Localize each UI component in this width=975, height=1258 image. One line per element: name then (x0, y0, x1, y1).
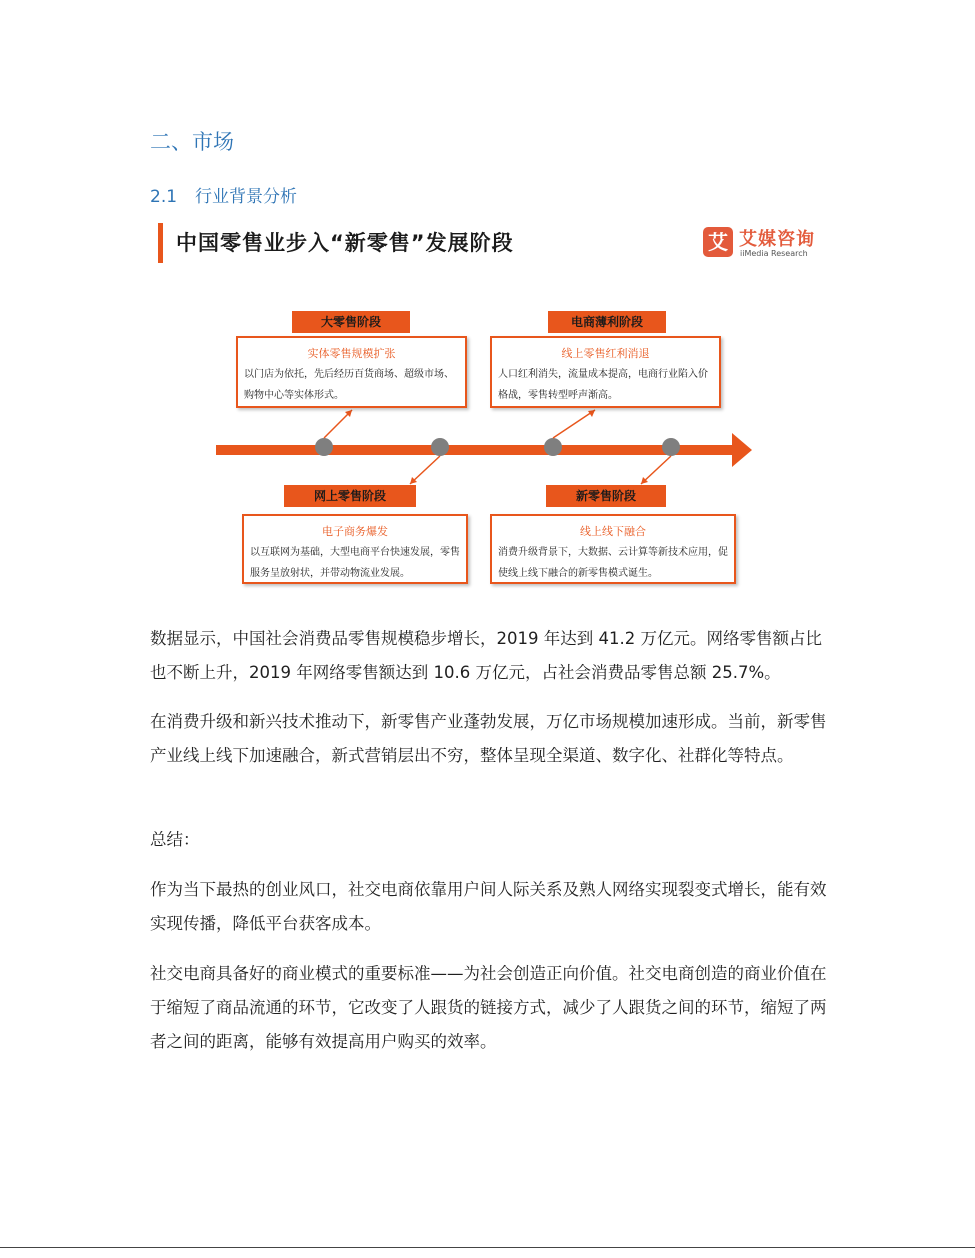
subsection-title: 行业背景分析 (195, 187, 298, 207)
stage-heading-1: 实体零售规模扩张 (307, 347, 396, 360)
stage-box-4 (490, 514, 736, 584)
milestone-dot-3 (544, 438, 562, 456)
logo-name-en: iiMedia Research (740, 249, 808, 258)
stage-desc-2: 以互联网为基础，大型电商平台快速发展，零售服务呈放射状，并带动物流业发展。 (250, 547, 460, 579)
milestone-dot-2 (431, 438, 449, 456)
paragraph-summary-label: 总结： (150, 830, 200, 849)
stage-label-4: 新零售阶段 (546, 485, 666, 507)
page-bottom-rule (0, 1247, 975, 1248)
stage-heading-2: 电子商务爆发 (322, 525, 388, 538)
stage-heading-4: 线上线下融合 (580, 525, 646, 538)
stage-box-3 (490, 336, 721, 408)
milestone-dot-1 (315, 438, 333, 456)
stage-box-1 (236, 336, 467, 408)
figure-title: 中国零售业步入“新零售”发展阶段 (176, 231, 514, 255)
logo-mark-icon: 艾 (703, 227, 733, 257)
stage-desc-4: 消费升级背景下，大数据、云计算等新技术应用，促使线上线下融合的新零售模式诞生。 (498, 547, 728, 579)
retail-stages-figure (152, 215, 827, 595)
stage-label-2: 网上零售阶段 (284, 485, 416, 507)
section-heading: 二、市场 (150, 130, 234, 154)
connector-line-3 (553, 410, 595, 438)
subsection-number: 2.1 (150, 187, 178, 207)
paragraph-business-model: 社交电商具备好的商业模式的重要标准——为社会创造正向价值。社交电商创造的商业价值在于缩短了商品流通的环节，它改变了人跟货的链接方式，减少了人跟货之间的环节，缩短了两者之间的距离，能够有效提高用户购买的效率。 (150, 964, 827, 1051)
paragraph-new-retail: 在消费升级和新兴技术推动下，新零售产业蓬勃发展，万亿市场规模加速形成。当前，新零售产业线上线下加速融合，新式营销层出不穷，整体呈现全渠道、数字化、社群化等特点。 (150, 712, 827, 765)
stage-desc-3: 人口红利消失，流量成本提高，电商行业陷入价格战，零售转型呼声渐高。 (498, 369, 708, 401)
stage-label-1: 大零售阶段 (292, 311, 410, 333)
milestone-dot-4 (662, 438, 680, 456)
logo-name-cn: 艾媒咨询 (739, 229, 815, 250)
subsection-heading (150, 182, 297, 207)
stage-label-3: 电商薄利阶段 (548, 311, 666, 333)
stage-heading-3: 线上零售红利消退 (561, 347, 650, 360)
stage-desc-1: 以门店为依托，先后经历百货商场、超级市场、购物中心等实体形式。 (244, 369, 454, 401)
paragraph-retail-data: 数据显示，中国社会消费品零售规模稳步增长，2019 年达到 41.2 万亿元。网络零售额占比也不断上升，2019 年网络零售额达到 10.6 万亿元，占社会消费品零售总额 25.7%。 (150, 629, 822, 682)
stage-box-2 (242, 514, 468, 584)
paragraph-social-ecommerce: 作为当下最热的创业风口，社交电商依靠用户间人际关系及熟人网络实现裂变式增长，能有效实现传播，降低平台获客成本。 (150, 880, 827, 933)
